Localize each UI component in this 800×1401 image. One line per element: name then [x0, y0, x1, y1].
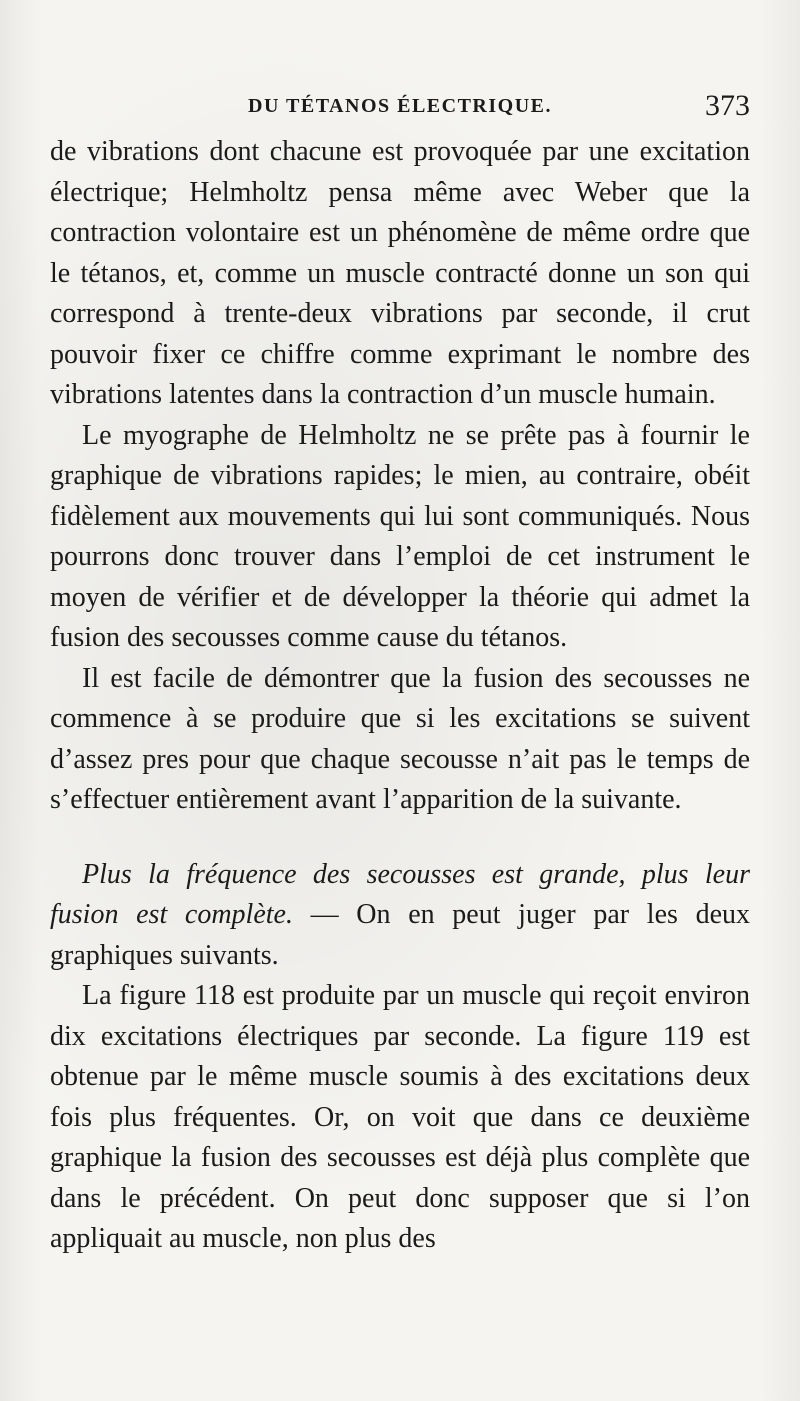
section-heading-italic: Plus la fréquence des secousses est grande, plus leur fusion est complète.: [50, 858, 750, 930]
paragraph-4-text: — On en peut juger par les deux graphiques suivants.: [50, 899, 751, 971]
paragraph-5: La figure 118 est produite par un muscle qui reçoit environ dix excitations électriques par seconde. La figure 119 est obtenue par le même muscle soumis à des excitations deux fois plus fréquentes. Or, on voit que dans ce deuxième graphique la fusion des secousses est déjà plus complète que dans le précédent. On peut donc supposer que si l’on appliquait au muscle, non plus des: [50, 980, 750, 1254]
page-header: [50, 86, 750, 126]
page-number: 373: [705, 89, 750, 122]
running-head: DU TÉTANOS ÉLECTRIQUE.: [248, 95, 552, 117]
paragraph-1: de vibrations dont chacune est provoquée par une excitation électrique; Helmholtz pensa même avec Weber que la contraction volontaire est un phénomène de même ordre que le tétanos, et, comme un muscle contracté donne un son qui correspond à trente-deux vibrations par seconde, il crut pouvoir fixer ce chiffre comme exprimant le nombre des vibrations latentes dans la contraction d’un muscle humain.: [50, 136, 750, 410]
body-text: [50, 132, 750, 1260]
paragraph-4: [50, 855, 750, 977]
paragraph-2: Le myographe de Helmholtz ne se prête pas à fournir le graphique de vibrations rapides; le mien, au contraire, obéit fidèlement aux mouvements qui lui sont communiqués. Nous pourrons donc trouver dans l’emploi de cet instrument le moyen de vérifier et de développer la théorie qui admet la fusion des secousses comme cause du tétanos.: [50, 419, 750, 653]
paragraph-3: Il est facile de démontrer que la fusion des secousses ne commence à se produire que si les excitations se suivent d’assez pres pour que chaque secousse n’ait pas le temps de s’effectuer entièrement avant l’apparition de la suivante.: [50, 662, 750, 815]
